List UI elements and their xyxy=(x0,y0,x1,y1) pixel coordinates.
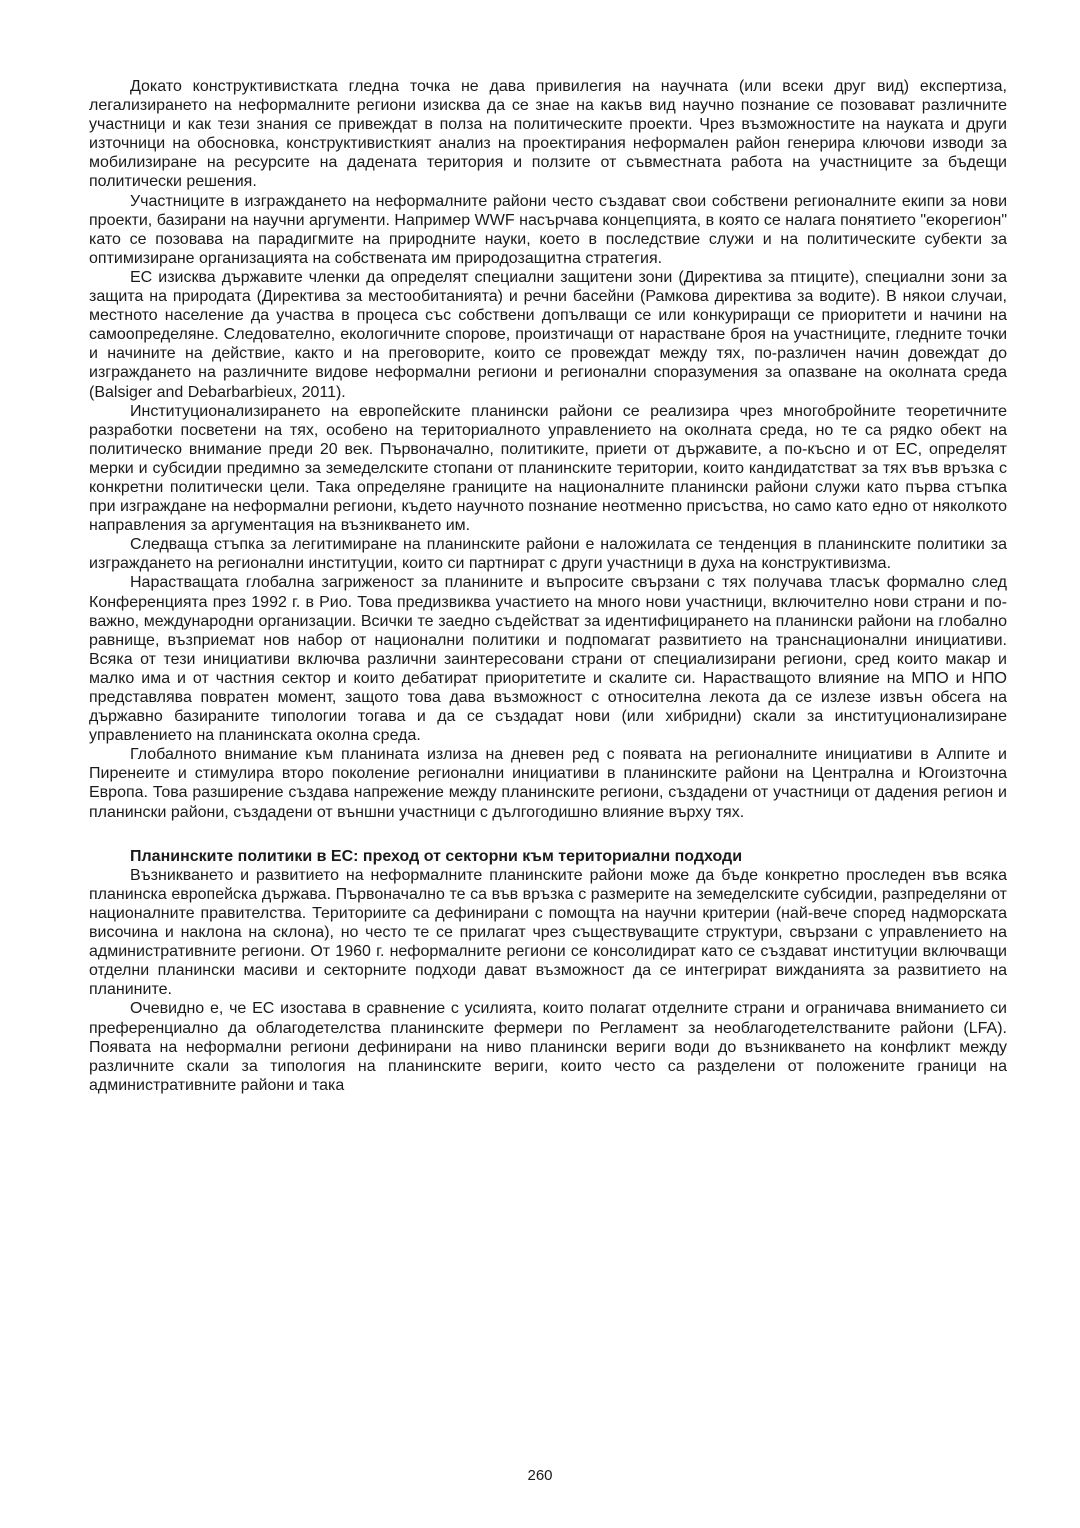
section-paragraph: Възникването и развитието на неформалните планинските райони може да бъде конкретно проследен във всяка планинска европейска държава. Първоначално те са във връзка с размерите на земеделските субсидии, разпределяни от националните правителства. Териториите са дефинирани с помощта на научни критерии (най-вече според надморската височина и наклона на склона), но често те се прилагат чрез съществуващите структури, свързани с управлението на административните региони. От 1960 г. неформалните региони се консолидират като се създават институции включващи отделни планински масиви и секторните подходи дават възможност да се интегрират вижданията за развитието на планините. xyxy=(89,866,1007,999)
section-paragraph: Очевидно е, че ЕС изостава в сравнение с усилията, които полагат отделните страни и ограничава вниманието си преференциално да облагодетелства планинските фермери по Регламент за необлагодетелстваните райони (LFA). Появата на неформални региони дефинирани на ниво планински вериги води до възникването на конфликт между различните скали за типология на планинските вериги, които често са разделени от положените граници на административните райони и така xyxy=(89,1000,1007,1094)
body-paragraph: Следваща стъпка за легитимиране на планинските райони е наложилата се тенденция в планинските политики за изграждането на регионални институции, които си партнират с други участници в духа на конструктивизма. xyxy=(89,536,1007,573)
body-paragraph: ЕС изисква държавите членки да определят специални защитени зони (Директива за птиците), специални зони за защита на природата (Директива за местообитанията) и речни басейни (Рамкова директива за водите). В някои случаи, местното население да участва в процеса със собствени допълващи се или конкуриращи се приоритети и начини на самоопределяне. Следователно, екологичните спорове, произтичащи от нарастване броя на участниците, гледните точки и начините на действие, както и на преговорите, които се провеждат между тях, по-различен начин довеждат до изграждането на различните видове неформални региони и регионални споразумения за опазване на околната среда (Balsiger and Debarbarbieux, 2011). xyxy=(89,268,1007,401)
page-number: 260 xyxy=(527,1467,553,1484)
body-paragraph: Глобалното внимание към планината излиза на дневен ред с появата на регионалните инициативи в Алпите и Пиренеите и стимулира второ поколение регионални инициативи в планинските райони на Централна и Югоизточна Европа. Това разширение създава напрежение между планинските региони, създадени от участници от дадения регион и планински райони, създадени от външни участници с дългогодишно влияние върху тях. xyxy=(89,746,1007,821)
body-paragraph: Институционализирането на европейските планински райони се реализира чрез многобройните теоретичните разработки посветени на тях, особено на териториалното управлението на околната среда, но те са рядко обект на политическо внимание преди 20 век. Първоначално, политиките, приети от държавите, а по-късно и от ЕС, определят мерки и субсидии предимно за земеделските стопани от планинските територии, които кандидатстват за тях във връзка с конкретни политически цели. Така определяне границите на националните планински райони служи като първа стъпка при изграждане на неформални региони, където научното познание неотменно присъства, но само като едно от няколкото направления за аргументация на възникването им. xyxy=(89,402,1007,535)
page-body xyxy=(89,77,1007,1095)
section-heading: Планинските политики в ЕС: преход от секторни към териториални подходи xyxy=(130,847,743,865)
body-paragraph: Докато конструктивистката гледна точка не дава привилегия на научната (или всеки друг вид) експертиза, легализирането на неформалните региони изисква да се знае на какъв вид научно познание се позовават различните участници и как тези знания се привеждат в полза на политическите проекти. Чрез възможностите на науката и други източници на обосновка, конструктивисткият анализ на проектирания неформален район генерира ключови изводи за мобилизиране на ресурсите на дадената територия и ползите от съвместната работа на участниците за бъдещи политически решения. xyxy=(89,78,1007,191)
body-paragraph: Нарастващата глобална загриженост за планините и въпросите свързани с тях получава тласък формално след Конференцията през 1992 г. в Рио. Това предизвиква участието на много нови участници, включително нови страни и по-важно, международни организации. Всички те заедно съдействат за идентифицирането на планински райони на глобално равнище, възприемат нов набор от национални политики и подпомагат развитието на транснационални инициативи. Всяка от тези инициативи включва различни заинтересовани страни от специализирани региони, сред които макар и малко има и от частния сектор и които дебатират приоритетите и скалите си. Нарастващото влияние на МПО и НПО представлява повратен момент, защото това дава възможност с относителна лекота да се излезе извън обсега на държавно базираните типологии тогава и да се създадат нови (или хибридни) скали за институционализиране управлението на планинската околна среда. xyxy=(89,574,1007,745)
body-paragraph: Участниците в изграждането на неформалните райони често създават свои собствени регионалните екипи за нови проекти, базирани на научни аргументи. Например WWF насърчава концепцията, в която се налага понятието "екорегион" като се позовава на парадигмите на природните науки, което в последствие служи и на политическите субекти за оптимизиране организацията на собствената им природозащитна стратегия. xyxy=(89,192,1007,267)
